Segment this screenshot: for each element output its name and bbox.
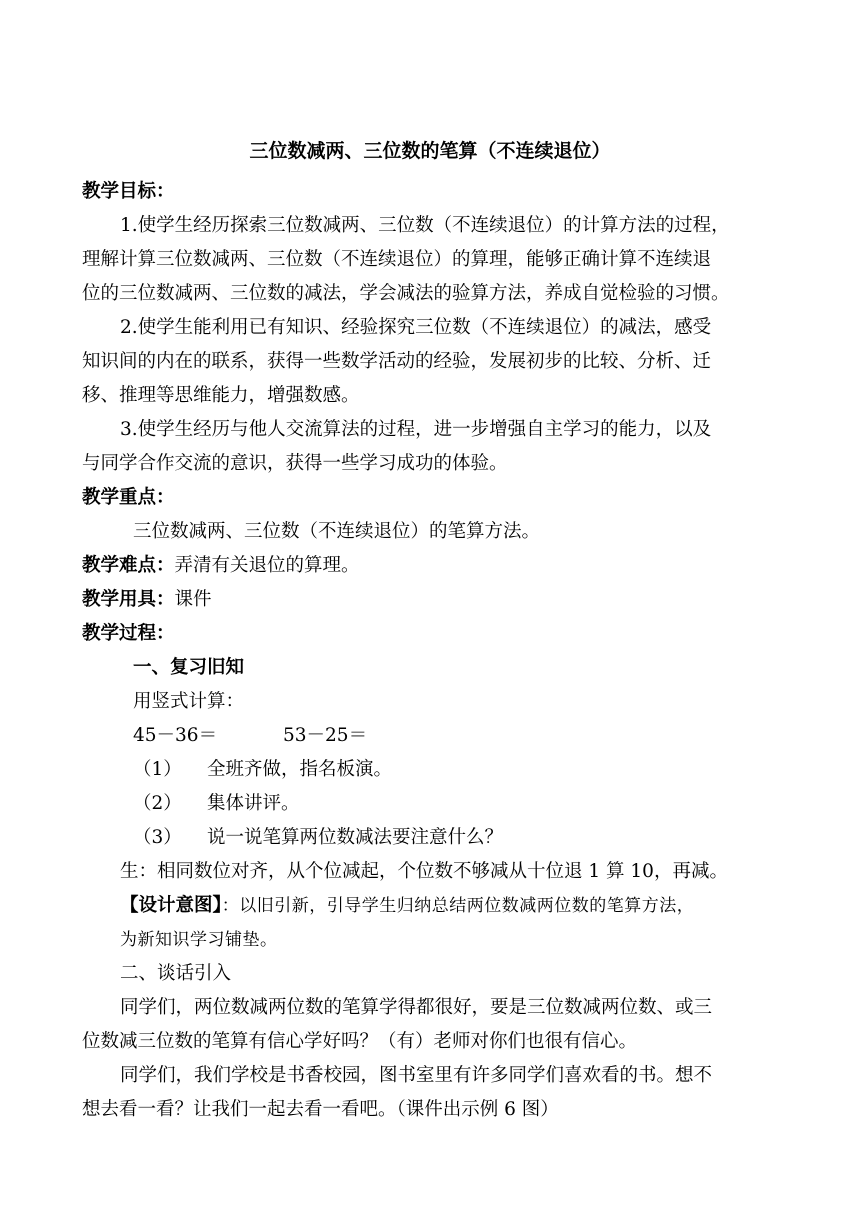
difficulty-row [82, 554, 782, 578]
section-1-intro: 用竖式计算： [133, 691, 245, 712]
step-3-text: 说一说笔算两位数减法要注意什么？ [207, 827, 504, 848]
focus-text: 三位数减两、三位数（不连续退位）的笔算方法。 [133, 521, 541, 542]
goal-3-line-1: 3.使学生经历与他人交流算法的过程，进一步增强自主学习的能力，以及 [120, 419, 712, 440]
step-2 [133, 792, 833, 816]
step-2-number: （2） [133, 793, 182, 814]
goal-1-line-3: 位的三位数减两、三位数的减法，学会减法的验算方法，养成自觉检验的习惯。 [82, 283, 730, 304]
difficulty-heading: 教学难点： [82, 555, 175, 576]
goal-1-line-2: 理解计算三位数减两、三位数（不连续退位）的算理，能够正确计算不连续退 [82, 249, 712, 270]
difficulty-text: 弄清有关退位的算理。 [174, 555, 360, 576]
equation-1: 45－36＝ [133, 725, 218, 746]
step-3-number: （3） [133, 827, 182, 848]
section-2-title: 二、谈话引入 [120, 963, 232, 984]
goal-1-line-1: 1.使学生经历探索三位数减两、三位数（不连续退位）的计算方法的过程， [120, 215, 730, 236]
step-1-number: （1） [133, 759, 182, 780]
tools-row [82, 588, 782, 612]
document-title: 三位数减两、三位数的笔算（不连续退位） [249, 140, 611, 162]
section-2-p1-line-1: 同学们，两位数减两位数的笔算学得都很好，要是三位数减两位数、或三 [120, 997, 713, 1018]
goal-2-line-1: 2.使学生能利用已有知识、经验探究三位数（不连续退位）的减法，感受 [120, 317, 712, 338]
section-2-p1-line-2: 位数减三位数的笔算有信心学好吗？（有）老师对你们也很有信心。 [82, 1031, 638, 1052]
section-2-p2-line-2: 想去看一看？让我们一起去看一看吧。（课件出示例 6 图） [82, 1099, 559, 1120]
design-intent [120, 894, 820, 918]
design-intent-text-1: ：以旧引新，引导学生归纳总结两位数减两位数的笔算方法， [221, 896, 695, 916]
equation-2: 53－25＝ [283, 725, 368, 746]
tools-text: 课件 [174, 589, 212, 610]
step-1 [133, 758, 833, 782]
step-3 [133, 826, 833, 850]
process-heading: 教学过程： [82, 623, 175, 644]
goal-2-line-2: 知识间的内在的联系，获得一些数学活动的经验，发展初步的比较、分析、迁 [82, 351, 712, 372]
step-1-text: 全班齐做，指名板演。 [207, 759, 393, 780]
equations-row [133, 724, 833, 748]
section-2-p2-line-1: 同学们，我们学校是书香校园，图书室里有许多同学们喜欢看的书。想不 [120, 1065, 713, 1086]
goals-heading: 教学目标： [82, 181, 175, 202]
section-1-title: 一、复习旧知 [133, 657, 245, 678]
design-intent-label: 【设计意图】 [120, 895, 222, 916]
focus-heading: 教学重点： [82, 487, 175, 508]
tools-heading: 教学用具： [82, 589, 175, 610]
design-intent-text-2: 为新知识学习铺垫。 [120, 930, 278, 950]
step-2-text: 集体讲评。 [207, 793, 300, 814]
goal-2-line-3: 移、推理等思维能力，增强数感。 [82, 385, 360, 406]
student-answer: 生：相同数位对齐，从个位减起，个位数不够减从十位退 1 算 10，再减。 [120, 861, 728, 882]
goal-3-line-2: 与同学合作交流的意识，获得一些学习成功的体验。 [82, 453, 508, 474]
